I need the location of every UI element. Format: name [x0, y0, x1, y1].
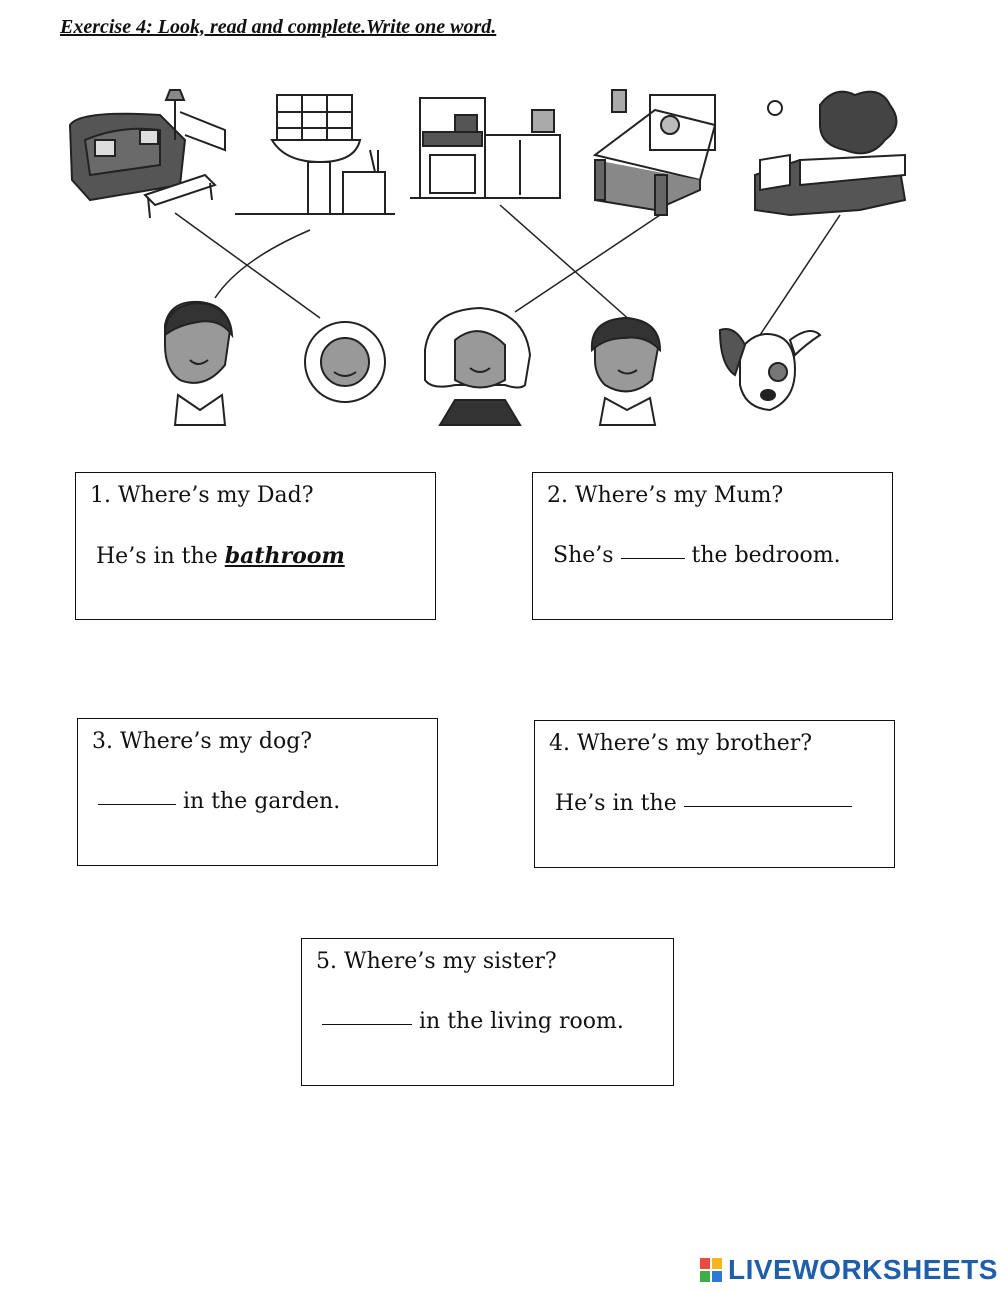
- logo-block: [700, 1258, 710, 1269]
- question-text: 5. Where’s my sister?: [316, 949, 557, 974]
- answer-line: [553, 543, 841, 568]
- mum-face: [425, 308, 530, 425]
- answer-field[interactable]: [684, 805, 852, 807]
- answer-suffix: in the living room.: [419, 1009, 624, 1034]
- answer-line: [322, 1009, 624, 1034]
- rooms-and-people-illustration: [0, 70, 1000, 440]
- answer-prefix: He’s in the: [555, 791, 677, 816]
- bedroom-picture: [595, 90, 715, 215]
- sister-face: [305, 322, 385, 402]
- logo-text: LIVEWORKSHEETS: [728, 1254, 998, 1285]
- question-text: 3. Where’s my dog?: [92, 729, 313, 754]
- answer-line: [98, 789, 340, 814]
- question-box-5: [301, 938, 674, 1086]
- answer-prefix: She’s: [553, 543, 614, 568]
- bathroom-picture: [235, 95, 395, 214]
- brother-face: [592, 318, 660, 425]
- dad-face: [165, 302, 232, 425]
- answer-line: [555, 791, 852, 816]
- kitchen-picture: [410, 98, 560, 198]
- question-box-1: [75, 472, 436, 620]
- logo-block: [712, 1271, 722, 1282]
- answer-field[interactable]: [322, 1023, 412, 1025]
- living-room-picture: [70, 90, 225, 218]
- answer-line: [96, 543, 345, 569]
- question-text: 2. Where’s my Mum?: [547, 483, 784, 508]
- logo-blocks-icon: [700, 1258, 722, 1282]
- dog-face: [720, 329, 820, 410]
- answer-suffix: the bedroom.: [691, 543, 841, 568]
- answer-suffix: in the garden.: [183, 789, 341, 814]
- liveworksheets-logo: [700, 1256, 998, 1284]
- exercise-title: Exercise 4: Look, read and complete.Write one word.: [60, 16, 497, 38]
- question-box-2: [532, 472, 893, 620]
- answer-field[interactable]: bathroom: [224, 543, 345, 569]
- answer-prefix: He’s in the: [96, 544, 218, 569]
- question-box-3: [77, 718, 438, 866]
- garden-picture: [755, 92, 905, 215]
- logo-block: [712, 1258, 722, 1269]
- question-box-4: [534, 720, 895, 868]
- question-text: 1. Where’s my Dad?: [90, 483, 314, 508]
- answer-field[interactable]: [98, 803, 176, 805]
- logo-block: [700, 1271, 710, 1282]
- answer-field[interactable]: [621, 557, 685, 559]
- question-text: 4. Where’s my brother?: [549, 731, 813, 756]
